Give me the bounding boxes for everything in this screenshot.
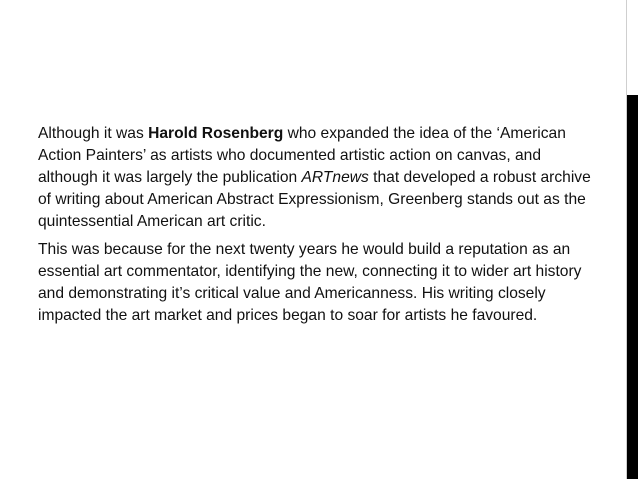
paragraph-1-intro: Although it was	[38, 125, 149, 142]
right-edge-bar	[627, 95, 638, 479]
paragraph-1-part2: that developed a robust archive of writing about American Abstract Expressionism, Greenberg stands out as the quintessential American art critic.	[38, 169, 591, 230]
slide-body	[38, 123, 598, 327]
paragraph-1	[38, 123, 598, 233]
paragraph-1-part1: who expanded the idea of the ‘American Action Painters’ as artists who documented artistic action on canvas, and although it was largely the publication	[38, 125, 566, 186]
paragraph-2: This was because for the next twenty years he would build a reputation as an essential art commentator, identifying the new, connecting it to wider art history and demonstrating it’s critical value and Americanness. His writing closely impacted the art market and prices began to soar for artists he favoured.	[38, 241, 582, 324]
paragraph-1-publication: ARTnews	[301, 169, 369, 186]
paragraph-1-name: Harold Rosenberg	[148, 125, 284, 142]
